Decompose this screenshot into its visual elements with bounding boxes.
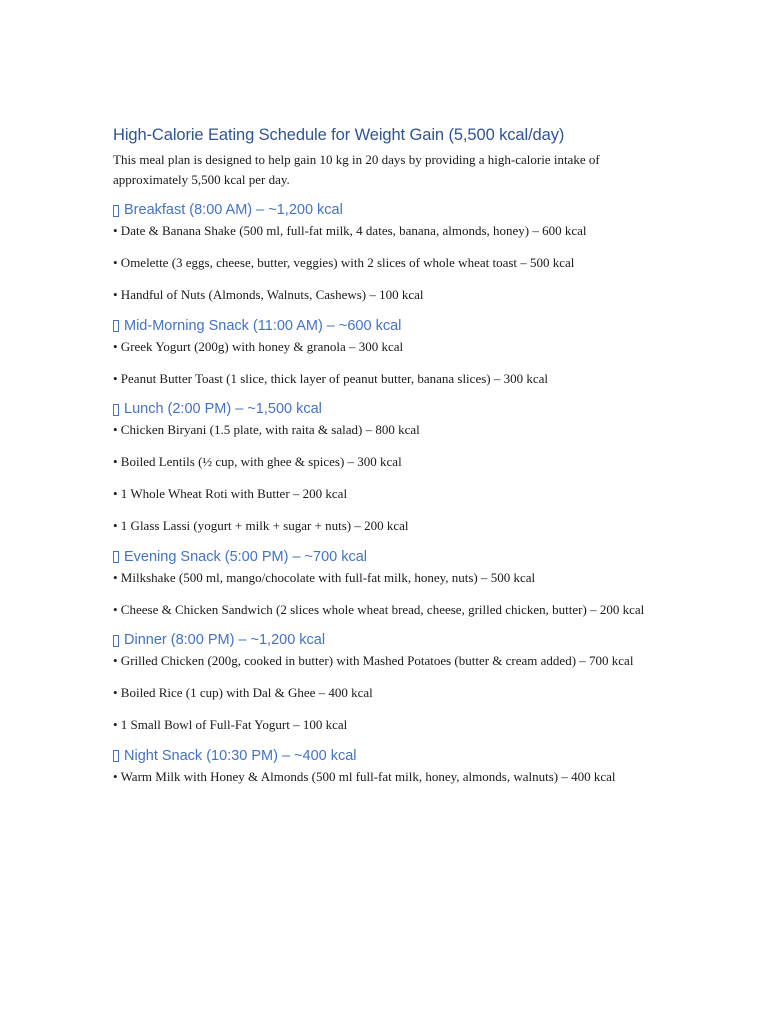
section-night-snack [113, 747, 658, 787]
section-heading-text: Mid-Morning Snack (11:00 AM) – ~600 kcal [124, 317, 402, 334]
document-title: High-Calorie Eating Schedule for Weight Gain (5,500 kcal/day) [113, 126, 565, 144]
meal-item: • Boiled Rice (1 cup) with Dal & Ghee – 400 kcal [113, 685, 373, 700]
meal-item: • Cheese & Chicken Sandwich (2 slices whole wheat bread, cheese, grilled chicken, butter) – 200 kcal [113, 601, 645, 617]
section-lunch [113, 400, 658, 536]
meal-item: • Warm Milk with Honey & Almonds (500 ml full-fat milk, honey, almonds, walnuts) – 400 kcal [113, 768, 616, 784]
meal-item: • Handful of Nuts (Almonds, Walnuts, Cashews) – 100 kcal [113, 287, 424, 302]
missing-emoji-box-icon [113, 551, 119, 563]
meal-item: • Omelette (3 eggs, cheese, butter, veggies) with 2 slices of whole wheat toast – 500 kcal [113, 255, 575, 270]
section-heading-text: Breakfast (8:00 AM) – ~1,200 kcal [124, 202, 343, 218]
section-heading-text: Lunch (2:00 PM) – ~1,500 kcal [124, 401, 322, 417]
meal-item: • Greek Yogurt (200g) with honey & granola – 300 kcal [113, 338, 404, 354]
missing-emoji-box-icon [113, 635, 119, 647]
meal-item: • Date & Banana Shake (500 ml, full-fat milk, 4 dates, banana, almonds, honey) – 600 kcal [113, 223, 587, 238]
missing-emoji-box-icon [113, 320, 119, 332]
section-heading-text: Night Snack (10:30 PM) – ~400 kcal [124, 747, 357, 764]
section-heading-evening-snack [113, 548, 658, 567]
meal-item: • Chicken Biryani (1.5 plate, with raita & salad) – 800 kcal [113, 422, 420, 437]
section-dinner [113, 631, 658, 735]
meal-sections [113, 201, 658, 786]
meal-item: • Boiled Lentils (½ cup, with ghee & spices) – 300 kcal [113, 454, 402, 469]
meal-item: • 1 Small Bowl of Full-Fat Yogurt – 100 kcal [113, 717, 348, 732]
missing-emoji-box-icon [113, 205, 119, 217]
meal-item: • 1 Whole Wheat Roti with Butter – 200 kcal [113, 486, 348, 501]
missing-emoji-box-icon [113, 750, 119, 762]
section-heading-breakfast [113, 201, 658, 220]
section-heading-night-snack [113, 747, 658, 766]
section-breakfast [113, 201, 658, 305]
section-mid-morning-snack [113, 317, 658, 389]
missing-emoji-box-icon [113, 404, 119, 416]
section-heading-mid-morning-snack [113, 317, 658, 336]
meal-item: • Peanut Butter Toast (1 slice, thick layer of peanut butter, banana slices) – 300 kcal [113, 370, 548, 386]
meal-item: • Milkshake (500 ml, mango/chocolate with full-fat milk, honey, nuts) – 500 kcal [113, 569, 536, 585]
section-heading-text: Dinner (8:00 PM) – ~1,200 kcal [124, 632, 326, 648]
section-heading-lunch [113, 400, 658, 419]
section-heading-text: Evening Snack (5:00 PM) – ~700 kcal [124, 548, 368, 565]
meal-item: • Grilled Chicken (200g, cooked in butter) with Mashed Potatoes (butter & cream added) – 700 kcal [113, 653, 634, 668]
meal-item: • 1 Glass Lassi (yogurt + milk + sugar + nuts) – 200 kcal [113, 518, 409, 533]
intro-paragraph: This meal plan is designed to help gain 10 kg in 20 days by providing a high-calorie intake of approximately 5,500 kcal per day. [113, 152, 600, 187]
section-evening-snack [113, 548, 658, 620]
section-heading-dinner [113, 631, 658, 650]
document-page [113, 124, 658, 786]
